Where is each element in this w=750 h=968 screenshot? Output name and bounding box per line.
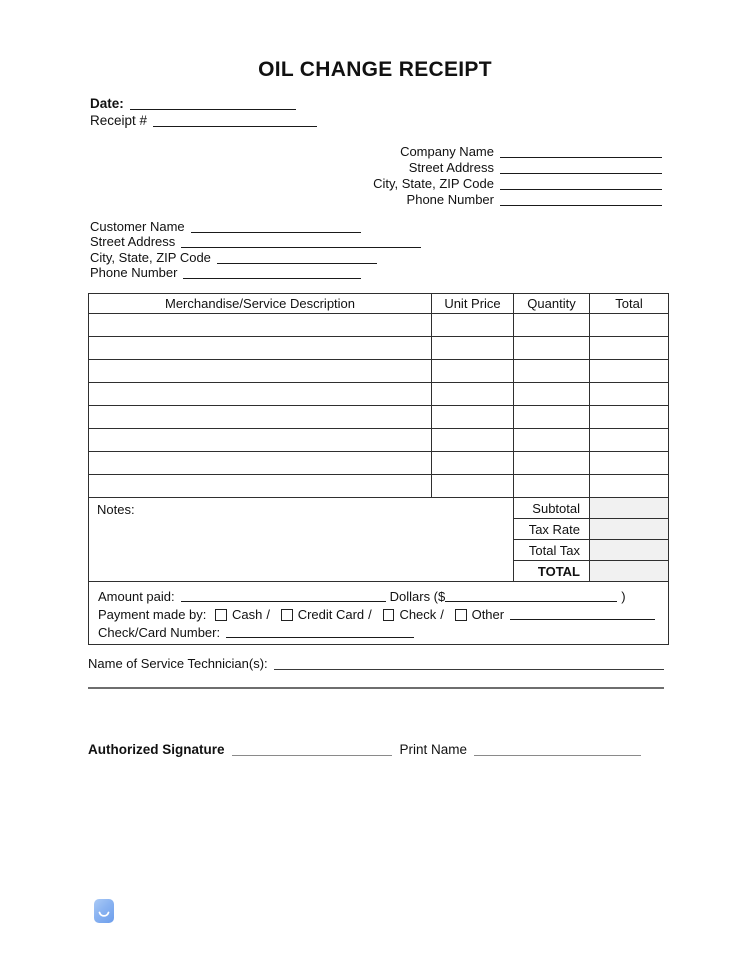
authorized-signature-field-line[interactable] [232,743,392,756]
grand-total-label: TOTAL [514,561,590,582]
company-phone-field-line[interactable] [500,193,662,206]
customer-field-row [90,234,421,249]
cash-label: Cash [232,607,263,622]
item-total-cell[interactable] [590,475,669,498]
technician-row [88,655,664,671]
authorized-signature-label: Authorized Signature [88,742,225,757]
item-unit-price-cell[interactable] [432,452,514,475]
receipt-number-label: Receipt # [90,113,148,128]
payment-method-row [98,604,659,622]
print-name-label: Print Name [399,742,468,757]
notes-cell[interactable] [89,498,514,582]
item-quantity-cell[interactable] [514,406,590,429]
item-total-cell[interactable] [590,406,669,429]
customer-field-row [90,219,421,234]
item-total-cell[interactable] [590,314,669,337]
customer-field-row [90,265,421,280]
technician-section [88,655,664,689]
subtotal-label: Subtotal [514,498,590,519]
receipt-number-row [90,111,317,128]
date-label: Date: [90,96,124,111]
item-description-cell[interactable] [89,337,432,360]
company-field-row [88,191,662,207]
notes-label: Notes: [97,502,135,517]
col-header-description: Merchandise/Service Description [89,294,432,314]
col-header-quantity: Quantity [514,294,590,314]
credit-card-checkbox[interactable] [281,609,293,621]
item-total-cell[interactable] [590,383,669,406]
customer-name-label: Customer Name [90,219,185,235]
item-description-cell[interactable] [89,452,432,475]
customer-street-field-line[interactable] [181,235,421,248]
company-name-label: Company Name [400,143,494,159]
item-quantity-cell[interactable] [514,314,590,337]
company-field-row [88,159,662,175]
item-unit-price-cell[interactable] [432,337,514,360]
company-city-label: City, State, ZIP Code [373,175,494,191]
item-unit-price-cell[interactable] [432,314,514,337]
grand-total-value-cell[interactable] [590,561,669,582]
item-description-cell[interactable] [89,475,432,498]
item-unit-price-cell[interactable] [432,406,514,429]
date-field-line[interactable] [130,97,296,110]
receipt-number-field-line[interactable] [153,114,317,127]
receipt-meta-block [90,94,317,128]
payment-made-by-label: Payment made by: [98,607,207,622]
dollars-close-paren: ) [621,589,626,604]
item-row [89,475,669,498]
item-row [89,406,669,429]
item-row [89,314,669,337]
dollars-label: Dollars ($ [389,589,446,604]
company-field-row [88,143,662,159]
eforms-logo-icon[interactable] [94,899,114,923]
print-name-field-line[interactable] [474,743,641,756]
smile-icon [94,899,114,923]
dollars-amount-field-line[interactable] [445,589,617,602]
other-method-field-line[interactable] [510,607,655,620]
company-street-label: Street Address [408,159,494,175]
items-table [88,293,669,645]
method-separator: / [368,607,372,622]
company-city-field-line[interactable] [500,177,662,190]
item-quantity-cell[interactable] [514,452,590,475]
customer-phone-field-line[interactable] [183,266,361,279]
amount-paid-label: Amount paid: [98,589,175,604]
item-total-cell[interactable] [590,360,669,383]
check-checkbox[interactable] [383,609,395,621]
item-unit-price-cell[interactable] [432,360,514,383]
check-card-number-label: Check/Card Number: [98,625,221,640]
company-info-block [88,143,662,207]
company-field-row [88,175,662,191]
item-row [89,429,669,452]
check-card-number-row [98,622,659,640]
item-unit-price-cell[interactable] [432,429,514,452]
item-description-cell[interactable] [89,314,432,337]
payment-row [89,582,669,645]
item-quantity-cell[interactable] [514,429,590,452]
customer-city-field-line[interactable] [217,251,377,264]
item-total-cell[interactable] [590,429,669,452]
item-row [89,383,669,406]
tax-rate-label: Tax Rate [514,519,590,540]
item-quantity-cell[interactable] [514,360,590,383]
cash-checkbox[interactable] [215,609,227,621]
customer-name-field-line[interactable] [191,220,361,233]
technician-field-line[interactable] [274,657,664,670]
method-separator: / [266,607,271,622]
items-header-row [89,294,669,314]
company-phone-label: Phone Number [406,191,494,207]
col-header-unit-price: Unit Price [432,294,514,314]
date-row [90,94,317,111]
tax-rate-value-cell[interactable] [590,519,669,540]
item-unit-price-cell[interactable] [432,475,514,498]
other-checkbox[interactable] [455,609,467,621]
technician-label: Name of Service Technician(s): [88,656,268,671]
item-total-cell[interactable] [590,337,669,360]
customer-info-block [90,219,421,280]
page-title: OIL CHANGE RECEIPT [258,58,492,81]
item-row [89,452,669,475]
amount-paid-field-line[interactable] [181,589,386,602]
item-total-cell[interactable] [590,452,669,475]
customer-street-label: Street Address [90,234,176,250]
item-quantity-cell[interactable] [514,337,590,360]
check-label: Check [399,607,437,622]
item-unit-price-cell[interactable] [432,383,514,406]
item-description-cell[interactable] [89,383,432,406]
item-quantity-cell[interactable] [514,475,590,498]
customer-field-row [90,249,421,264]
secondary-technician-line[interactable] [88,687,664,689]
item-row [89,360,669,383]
item-row [89,337,669,360]
total-tax-label: Total Tax [514,540,590,561]
check-card-number-field-line[interactable] [226,625,414,638]
customer-phone-label: Phone Number [90,264,178,280]
subtotal-value-cell[interactable] [590,498,669,519]
other-label: Other [471,607,505,622]
item-description-cell[interactable] [89,406,432,429]
item-quantity-cell[interactable] [514,383,590,406]
amount-paid-line-row [98,586,659,604]
company-street-field-line[interactable] [500,161,662,174]
item-description-cell[interactable] [89,360,432,383]
payment-cell [89,582,669,645]
method-separator: / [440,607,444,622]
col-header-total: Total [590,294,669,314]
item-description-cell[interactable] [89,429,432,452]
customer-city-label: City, State, ZIP Code [90,249,211,265]
total-tax-value-cell[interactable] [590,540,669,561]
company-name-field-line[interactable] [500,145,662,158]
credit-card-label: Credit Card [297,607,365,622]
totals-row [89,498,669,519]
signature-section [88,742,649,757]
